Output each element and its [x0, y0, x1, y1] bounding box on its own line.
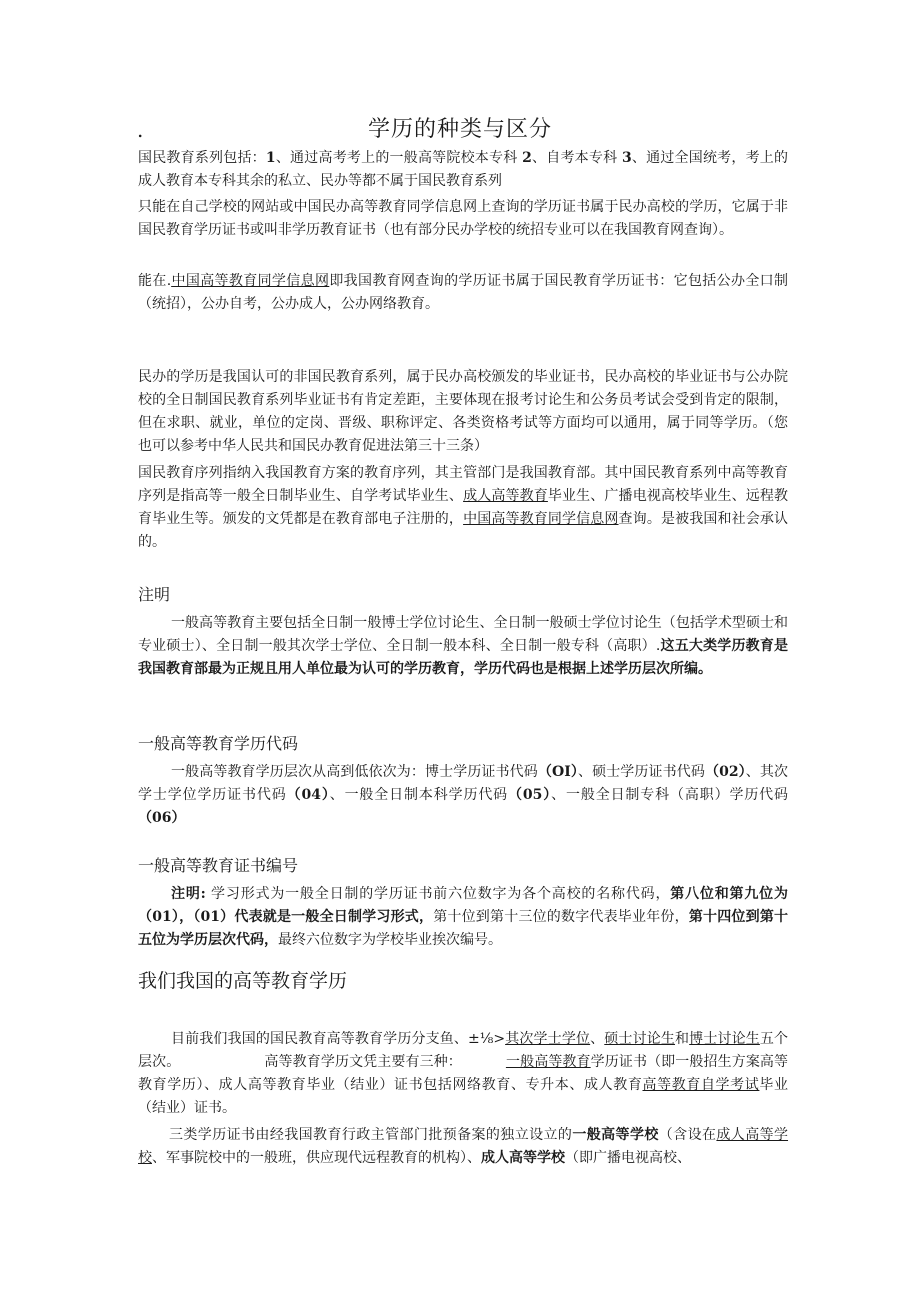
paragraph-7 — [138, 761, 788, 830]
note-label: 注明: — [171, 886, 206, 902]
text: 国民教育序列指纳入我国教育方案的教育序列，其主管部门是我国教育部。其中国民教育系列中高等教育序列是指高等一般全日制毕业生、自学考试毕业生、 — [138, 465, 788, 504]
paragraph-6 — [138, 612, 788, 681]
text: 一般高等教育主要包括全日制一般博士学位讨论生、全日制一般硕士学位讨论生（包括学术型硕士和专业硕士）、全日制一般其次学士学位、全日制一般本科、全日制一般专科（高职）. — [138, 615, 788, 654]
number: 3 — [621, 150, 632, 166]
text: 即我国教育网查询的学历证书属于国民教育学历证书：它包括公办全口制（统招），公办自考，公办成人，公办网络教育。 — [138, 273, 789, 312]
heading-our-higher-education: 我们我国的高等教育学历 — [138, 970, 348, 992]
link-adult-higher-education[interactable]: 成人高等教育 — [463, 488, 548, 504]
link-adult-higher-school[interactable]: 成人高等学校 — [138, 1127, 789, 1166]
text: 学习形式为一般全日制的学历证书前六位数字为各个高校的名称代码， — [205, 886, 671, 902]
code: （05） — [508, 787, 552, 803]
link-second-bachelor[interactable]: 其次学士学位 — [505, 1031, 591, 1047]
paragraph-9 — [138, 1028, 788, 1120]
text: 查询。是被我国和社会承认的。 — [138, 511, 789, 550]
text: （即广播电视高校、 — [565, 1150, 691, 1166]
bold-text: 第十四位到第十五位为学历层次代码， — [138, 909, 789, 948]
link-masters[interactable]: 硕士讨论生 — [604, 1031, 676, 1047]
link-chinese-higher-education-info-net[interactable]: 中国高等教育同学信息网 — [463, 511, 619, 527]
heading-note: 注明 — [138, 585, 171, 604]
link-general-higher-education[interactable]: 一般高等教育 — [505, 1054, 591, 1070]
paragraph-5 — [138, 462, 788, 554]
text: 、自考本专科 — [531, 150, 622, 166]
paragraph-2: 只能在自己学校的网站或中国民办高等教育同学信息网上查询的学历证书属于民办高校的学历，它属于非国民教育学历证书或叫非学历教育证书（也有部分民办学校的统招专业可以在我国教育网查询）。 — [138, 199, 788, 238]
text: 三类学历证书由经我国教育行政主管部门批预备案的独立设立的 — [169, 1127, 573, 1143]
text: 、通过高考考上的一般高等院校本专科 — [275, 150, 523, 166]
text: 能在. — [138, 273, 172, 289]
code: （OI） — [537, 764, 578, 780]
text: 毕业（结业）证书。 — [138, 1077, 789, 1116]
text: 、硕士学历证书代码 — [577, 764, 705, 780]
text: 、一般全日制本科学历代码 — [329, 787, 509, 803]
text: 、军事院校中的一般班，供应现代远程教育的机构）、 — [152, 1150, 481, 1166]
code: （06） — [138, 810, 186, 826]
text: 和 — [675, 1031, 690, 1047]
text: 、 — [590, 1031, 605, 1047]
number: 2 — [522, 150, 532, 166]
text: 第十位到第十三位的数字代表毕业年份， — [433, 909, 689, 925]
heading-certificate-number: 一般高等教育证书编号 — [138, 856, 299, 875]
text: 一般高等教育学历层次从高到低依次为：博士学历证书代码 — [171, 764, 538, 780]
text: 、一般全日制专科（高职）学历代码 — [551, 787, 789, 803]
code: （02） — [704, 764, 746, 780]
text: 毕业生、广播电视高校毕业生、远程教育毕业生等。颁发的文凭都是在教育部电子注册的， — [138, 488, 789, 527]
text: 高等教育学历文凭主要有三种： — [264, 1054, 462, 1070]
title-bullet: . — [137, 118, 144, 142]
text: 最终六位数字为学校毕业挨次编号。 — [278, 932, 502, 948]
paragraph-8 — [138, 883, 788, 952]
link-doctoral[interactable]: 博士讨论生 — [689, 1031, 760, 1047]
link-self-study-exam[interactable]: 高等教育自学考试 — [642, 1077, 760, 1093]
text: （含设在 — [658, 1127, 717, 1143]
text: 国民教育系列包括： — [138, 150, 266, 166]
text: 目前我们我国的国民教育高等教育学历分支鱼、±⅛> — [171, 1031, 506, 1047]
bold-text: 这五大类学历教育是我国教育部最为正规且用人单位最为认可的学历教育，学历代码也是根据上述学历层次所编。 — [138, 638, 789, 677]
text: 、其次学士学位学历证书代码 — [138, 764, 789, 803]
code: （04） — [286, 787, 330, 803]
bold-text: 一般高等学校 — [572, 1127, 659, 1143]
number: 1 — [265, 150, 276, 166]
heading-education-code: 一般高等教育学历代码 — [138, 734, 299, 753]
paragraph-10 — [138, 1124, 788, 1170]
bold-text: 第八位和第九位为（01），（01）代表就是一般全日制学习形式， — [138, 886, 788, 925]
page-title: 学历的种类与区分 — [367, 117, 552, 142]
bold-text: 成人高等学校 — [481, 1150, 565, 1166]
paragraph-3 — [138, 270, 788, 316]
text: 学历证书（即一般招生方案高等教育学历）、成人高等教育毕业（结业）证书包括网络教育、专升本、成人教育 — [138, 1054, 789, 1093]
link-chinese-higher-education-info-net[interactable]: 中国高等教育同学信息网 — [171, 273, 330, 289]
paragraph-1 — [138, 147, 788, 193]
text: 、通过全国统考，考上的成人教育本专科其余的私立、民办等都不属于国民教育系列 — [138, 150, 789, 189]
paragraph-4: 民办的学历是我国认可的非国民教育系列，属于民办高校颁发的毕业证书，民办高校的毕业证书与公办院校的全日制国民教育系列毕业证书有肯定差距，主要体现在报考讨论生和公务员考试会受到肯定的限制，但在求职、就业，单位的定岗、晋级、职称评定、各类资格考试等方面均可以通用，属于同等学历。（您也可以参考中华人民共和国民办教育促进法第三十三条） — [138, 369, 788, 454]
text: 五个层次。 — [138, 1031, 789, 1070]
